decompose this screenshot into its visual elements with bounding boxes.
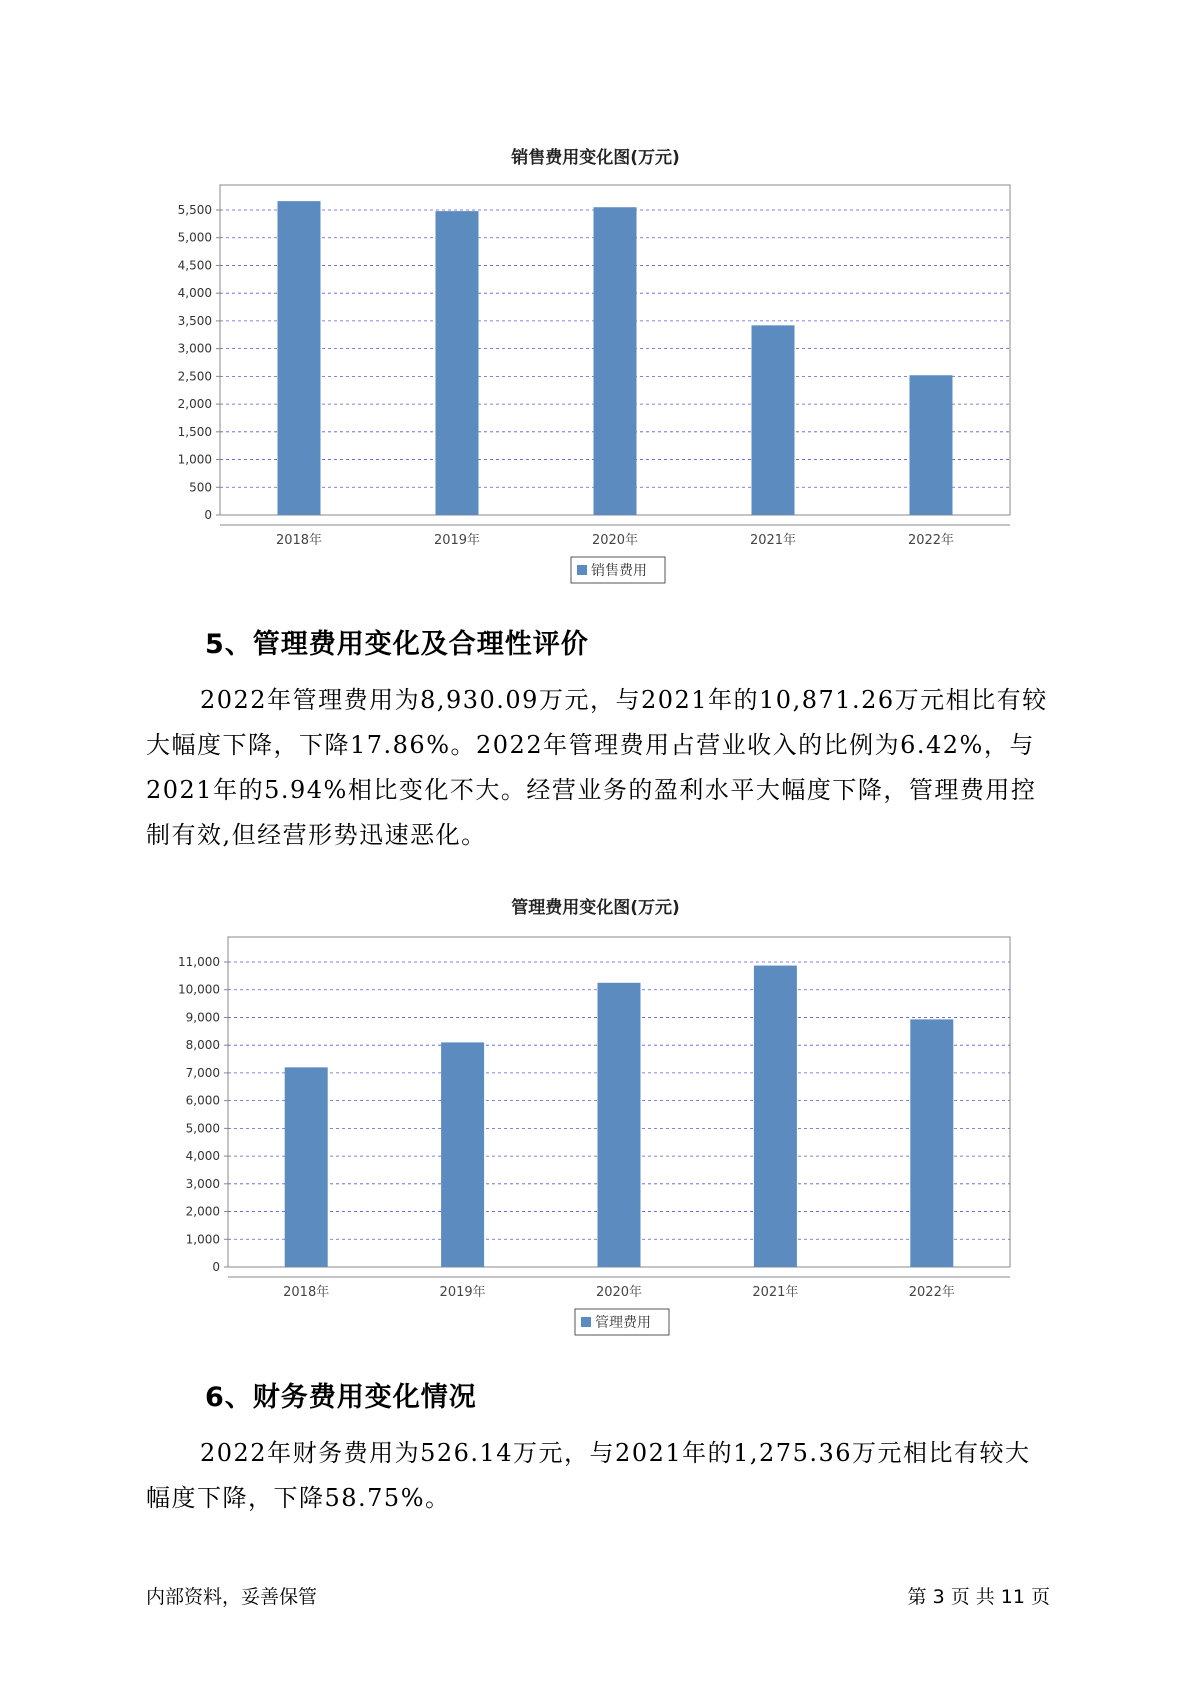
y-tick-label: 6,000 <box>185 1093 220 1108</box>
x-tick-label: 2021年 <box>752 1285 799 1300</box>
y-tick-label: 7,000 <box>185 1065 220 1080</box>
y-tick-label: 4,000 <box>185 1149 220 1164</box>
section-paragraph: 2022年财务费用为526.14万元，与2021年的1,275.36万元相比有较大幅度下降，下降58.75%。 <box>146 1439 1031 1512</box>
y-tick-label: 3,500 <box>177 313 212 328</box>
y-tick-label: 11,000 <box>178 955 220 969</box>
chart-title: 管理费用变化图(万元) <box>511 898 680 918</box>
legend-label: 销售费用 <box>591 563 647 579</box>
y-tick-label: 2,000 <box>177 397 212 412</box>
y-tick-label: 1,000 <box>185 1232 220 1247</box>
y-tick-label: 5,000 <box>185 1121 220 1136</box>
x-tick-label: 2022年 <box>907 533 955 548</box>
y-tick-label: 4,000 <box>177 286 212 301</box>
chart-title: 销售费用变化图(万元) <box>511 148 680 168</box>
y-tick-label: 1,500 <box>177 424 212 439</box>
y-tick-label: 2,000 <box>185 1204 220 1219</box>
y-tick-label: 0 <box>204 508 212 522</box>
legend-label: 管理费用 <box>595 1315 651 1331</box>
bar <box>285 1067 328 1267</box>
bar <box>910 1019 953 1267</box>
footer-left: 内部资料，妥善保管 <box>146 1586 318 1608</box>
y-tick-label: 3,000 <box>185 1176 220 1191</box>
y-tick-label: 1,000 <box>177 452 212 467</box>
bar <box>441 1042 484 1267</box>
section-paragraph: 2022年管理费用为8,930.09万元，与2021年的10,871.26万元相比有较大幅度下降，下降17.86%。2022年管理费用占营业收入的比例为6.42%，与2021年的5.94%相比变化不大。经营业务的盈利水平大幅度下降，管理费用控制有效,但经营形势迅速恶化。 <box>146 686 1048 849</box>
y-tick-label: 2,500 <box>177 369 212 384</box>
y-tick-label: 0 <box>212 1260 220 1274</box>
x-tick-label: 2021年 <box>749 533 797 548</box>
section-heading: 6、财务费用变化情况 <box>205 1382 477 1413</box>
bar <box>754 966 797 1267</box>
y-tick-label: 3,000 <box>177 341 212 356</box>
x-tick-label: 2020年 <box>591 533 639 548</box>
y-tick-label: 9,000 <box>185 1010 220 1025</box>
y-tick-label: 4,500 <box>177 258 212 273</box>
x-tick-label: 2019年 <box>433 533 481 548</box>
y-tick-label: 5,000 <box>177 230 212 245</box>
y-tick-label: 5,500 <box>177 203 212 217</box>
x-tick-label: 2018年 <box>275 533 323 548</box>
bar <box>598 983 641 1267</box>
x-tick-label: 2022年 <box>908 1285 955 1300</box>
legend-swatch <box>581 1317 591 1327</box>
x-tick-label: 2020年 <box>595 1285 643 1300</box>
y-tick-label: 8,000 <box>185 1038 220 1053</box>
y-tick-label: 500 <box>189 480 212 495</box>
x-tick-label: 2019年 <box>439 1285 486 1300</box>
footer-right: 第 3 页 共 11 页 <box>907 1586 1050 1608</box>
y-tick-label: 10,000 <box>178 982 220 997</box>
x-tick-label: 2018年 <box>283 1285 330 1300</box>
section-heading: 5、管理费用变化及合理性评价 <box>205 629 589 660</box>
